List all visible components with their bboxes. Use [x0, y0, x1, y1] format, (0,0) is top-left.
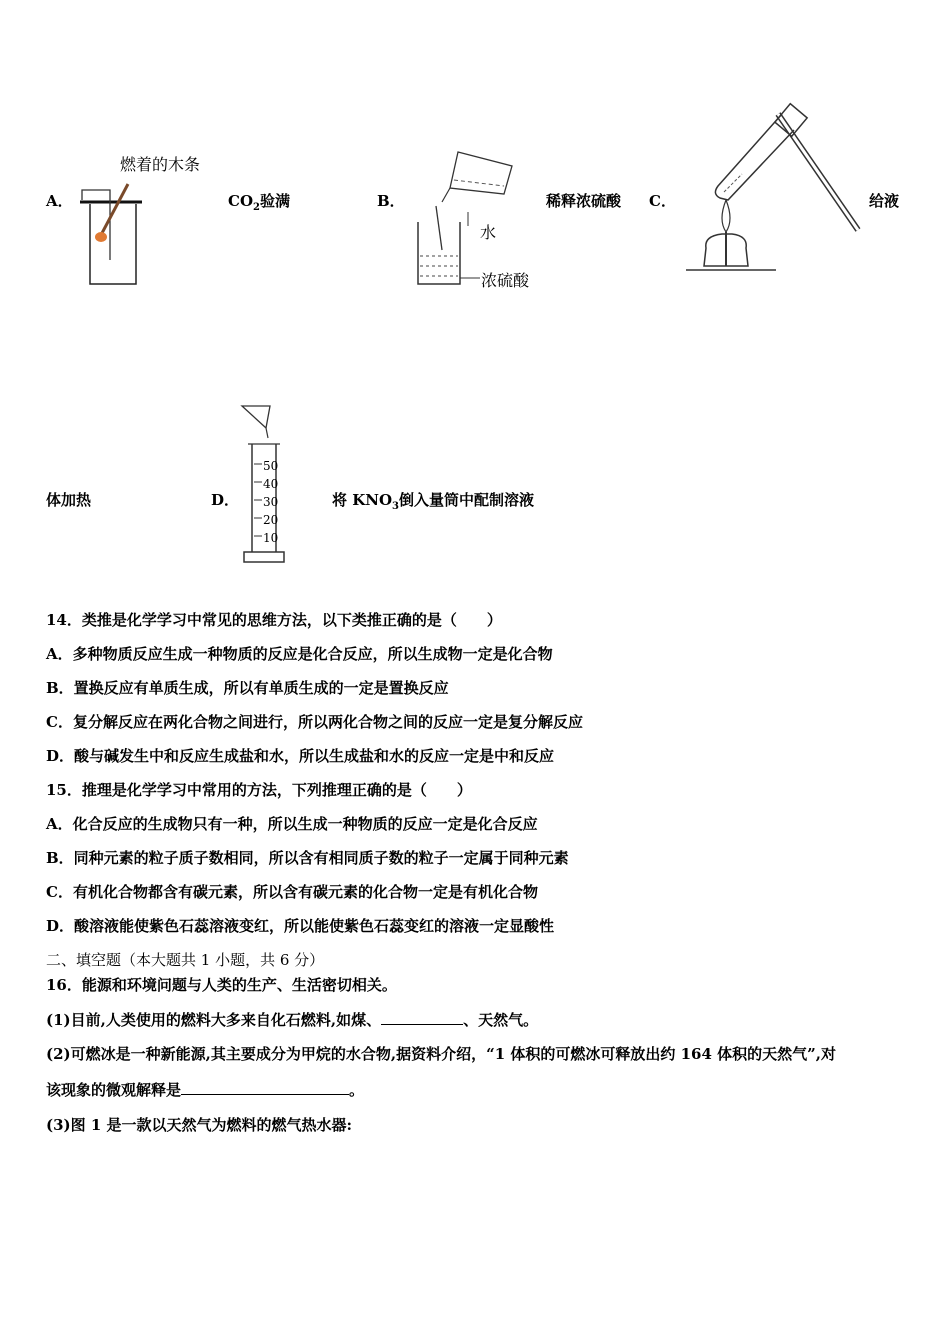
option-b-text: 稀释浓硫酸: [546, 192, 622, 210]
option-d-text-pre: 将 KNO: [332, 491, 393, 509]
option-b-label: B．: [377, 192, 405, 210]
option-d-text-sub: 3: [392, 501, 400, 512]
question-14-option-c: C．复分解反应在两化合物之间进行，所以两化合物之间的反应一定是复分解反应: [46, 713, 583, 731]
figure-a-caption: 燃着的木条: [120, 155, 201, 174]
question-16-part-2: (2)可燃冰是一种新能源,其主要成分为甲烷的水合物,据资料介绍，“1 体积的可燃冰可释放出约 164 体积的天然气”,对: [46, 1045, 836, 1063]
option-d-text: [332, 489, 534, 512]
question-14-stem: 14．类推是化学学习中常见的思维方法，以下类推正确的是（ ）: [46, 611, 502, 629]
question-15-option-c: C．有机化合物都含有碳元素，所以含有碳元素的化合物一定是有机化合物: [46, 883, 538, 901]
question-15-option-d: D．酸溶液能使紫色石蕊溶液变红，所以能使紫色石蕊变红的溶液一定显酸性: [46, 917, 555, 935]
scale-mark-20: 20: [263, 513, 279, 527]
option-a-text-pre: CO: [228, 192, 254, 210]
scale-mark-30: 30: [263, 495, 279, 509]
scale-mark-40: 40: [263, 477, 279, 491]
question-14-option-b: B．置换反应有单质生成，所以有单质生成的一定是置换反应: [46, 679, 449, 697]
option-d-label: D．: [211, 491, 240, 509]
answer-blank-1[interactable]: [381, 1010, 463, 1025]
option-a-text-post: 验满: [259, 192, 290, 210]
acid-label: 浓硫酸: [481, 271, 530, 290]
question-16-part-2-post: 。: [349, 1081, 365, 1099]
scale-mark-10: 10: [263, 531, 279, 545]
water-label: 水: [480, 223, 497, 242]
option-d-text-post: 倒入量筒中配制溶液: [399, 491, 535, 509]
question-15-option-b: B．同种元素的粒子质子数相同，所以含有相同质子数的粒子一定属于同种元素: [46, 849, 569, 867]
question-16-part-1-pre: (1)目前,人类使用的燃料大多来自化石燃料,如煤、: [46, 1011, 382, 1029]
scale-mark-50: 50: [263, 459, 279, 473]
option-c-text-continued: 体加热: [46, 491, 92, 509]
question-14-option-a: A．多种物质反应生成一种物质的反应是化合反应，所以生成物一定是化合物: [46, 645, 553, 663]
question-16-part-2-continued: [46, 1079, 364, 1100]
graduated-cylinder-figure: [236, 402, 292, 564]
gas-bottle-figure: [76, 180, 146, 288]
question-16-part-1-post: 、天然气。: [463, 1011, 539, 1029]
option-a-text: [228, 190, 290, 213]
test-tube-heating-figure: [682, 100, 864, 280]
option-a-text-sub: 2: [253, 202, 260, 213]
question-16-part-1: [46, 1009, 538, 1030]
option-c-label: C．: [649, 192, 676, 210]
question-16-stem: 16．能源和环境问题与人类的生产、生活密切相关。: [46, 976, 397, 994]
question-15-stem: 15．推理是化学学习中常用的方法，下列推理正确的是（ ）: [46, 781, 472, 799]
question-15-option-a: A．化合反应的生成物只有一种，所以生成一种物质的反应一定是化合反应: [46, 815, 538, 833]
question-16-part-2-pre: 该现象的微观解释是: [46, 1081, 182, 1099]
option-a-label: A．: [46, 192, 73, 210]
option-c-text: 给液: [869, 192, 900, 210]
answer-blank-2[interactable]: [181, 1080, 349, 1095]
question-16-part-3: (3)图 1 是一款以天然气为燃料的燃气热水器:: [46, 1116, 353, 1134]
section-2-heading: 二、填空题（本大题共 1 小题，共 6 分）: [46, 951, 325, 969]
question-14-option-d: D．酸与碱发生中和反应生成盐和水，所以生成盐和水的反应一定是中和反应: [46, 747, 555, 765]
